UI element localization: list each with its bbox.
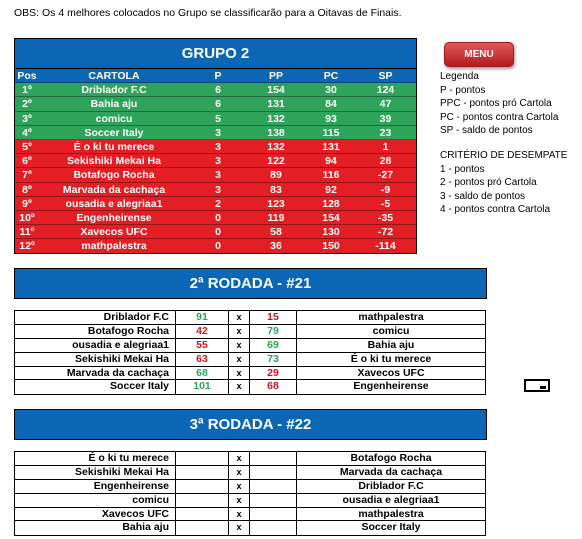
match-x: x <box>229 466 250 479</box>
standing-team: Marvada da cachaça <box>62 183 166 196</box>
standing-team: É o ki tu merece <box>73 140 155 153</box>
match-row <box>15 339 485 353</box>
match-x: x <box>229 452 250 465</box>
standing-pc: 130 <box>322 226 340 239</box>
match-hs <box>176 480 229 493</box>
criteria-title: CRITÉRIO DE DESEMPATE <box>440 149 568 161</box>
standing-pc: 93 <box>325 112 337 125</box>
round-2-title: 2ª RODADA - #21 <box>14 268 487 299</box>
match-row <box>15 452 485 466</box>
standing-sp: -72 <box>377 226 394 239</box>
standing-row <box>15 154 416 168</box>
standing-pp: 89 <box>270 169 282 182</box>
match-home: Xavecos UFC <box>15 508 176 521</box>
menu-button[interactable]: MENU <box>444 42 514 67</box>
standing-team: Bahia aju <box>90 98 138 111</box>
standing-p: 6 <box>215 84 221 97</box>
match-home: Marvada da cachaça <box>15 367 176 380</box>
match-hs <box>176 508 229 521</box>
standing-pc: 84 <box>325 98 337 111</box>
col-team: CARTOLA <box>88 70 140 82</box>
match-home: Sekishiki Mekai Ha <box>15 353 176 366</box>
standing-sp: -35 <box>377 211 394 224</box>
match-as: 68 <box>250 380 297 394</box>
match-x: x <box>229 311 250 324</box>
standing-pp: 123 <box>267 197 285 210</box>
standing-pc: 92 <box>325 183 337 196</box>
standing-team: Driblador F.C <box>81 84 147 97</box>
standing-p: 6 <box>215 98 221 111</box>
match-away: comicu <box>372 324 410 337</box>
standing-pc: 94 <box>325 155 337 168</box>
match-home: ousadia e alegriaa1 <box>15 339 176 352</box>
match-hs: 91 <box>176 311 229 324</box>
standing-sp: 23 <box>379 126 392 139</box>
match-as <box>250 494 297 507</box>
standing-p: 3 <box>215 126 221 139</box>
col-sp: SP <box>378 70 393 82</box>
standing-pp: 154 <box>267 84 285 97</box>
standing-pos: 8º <box>22 183 32 196</box>
match-x: x <box>229 521 250 535</box>
match-row <box>15 508 485 522</box>
match-as: 69 <box>250 339 297 352</box>
group-title: GRUPO 2 <box>15 39 416 69</box>
match-away: Xavecos UFC <box>357 366 425 379</box>
match-x: x <box>229 380 250 394</box>
legend <box>440 70 567 217</box>
criteria-item: 3 - saldo de pontos <box>440 190 526 202</box>
legend-title: Legenda <box>440 71 479 82</box>
match-row <box>15 311 485 325</box>
sheet-icon[interactable] <box>524 379 550 392</box>
match-away: Soccer Italy <box>361 521 421 534</box>
standing-p: 0 <box>215 226 221 239</box>
standing-pc: 116 <box>322 169 340 182</box>
legend-item: PC - pontos contra Cartola <box>440 111 559 123</box>
standing-pos: 9º <box>22 197 32 210</box>
standing-row <box>15 140 416 154</box>
match-hs: 42 <box>176 325 229 338</box>
standing-pp: 36 <box>270 240 282 253</box>
standing-p: 0 <box>215 211 221 224</box>
match-home: Driblador F.C <box>15 311 176 324</box>
standing-team: Sekishiki Mekai Ha <box>67 155 161 168</box>
standing-pos: 4º <box>22 126 32 139</box>
match-x: x <box>229 353 250 366</box>
match-away: Engenheirense <box>353 380 429 393</box>
standing-pp: 122 <box>267 155 285 168</box>
match-hs <box>176 466 229 479</box>
col-p: P <box>214 70 222 82</box>
match-hs: 63 <box>176 353 229 366</box>
standing-row <box>15 126 416 140</box>
match-hs: 68 <box>176 367 229 380</box>
match-away: Botafogo Rocha <box>350 452 432 464</box>
standing-row <box>15 112 416 126</box>
match-row <box>15 494 485 508</box>
col-pp: PP <box>268 70 283 82</box>
standing-pp: 83 <box>270 183 282 196</box>
standing-p: 3 <box>215 183 221 196</box>
match-home: Botafogo Rocha <box>15 325 176 338</box>
match-x: x <box>229 339 250 352</box>
match-as: 73 <box>250 353 297 366</box>
match-home: Bahia aju <box>15 521 176 535</box>
match-home: Sekishiki Mekai Ha <box>15 466 176 479</box>
standing-sp: 47 <box>379 98 392 111</box>
standing-team: ousadia e alegriaa1 <box>65 197 163 210</box>
match-as: 29 <box>250 367 297 380</box>
match-x: x <box>229 494 250 507</box>
col-pc: PC <box>323 70 339 82</box>
match-as <box>250 508 297 521</box>
standing-pp: 131 <box>267 98 285 111</box>
standing-pos: 7º <box>22 169 32 182</box>
match-home: Soccer Italy <box>15 380 176 394</box>
round-3-table <box>14 451 486 536</box>
match-row <box>15 353 485 367</box>
standing-team: Soccer Italy <box>84 126 144 139</box>
group-table <box>14 38 417 254</box>
standing-sp: 1 <box>382 140 389 153</box>
standing-pos: 2º <box>22 98 32 111</box>
match-away: Driblador F.C <box>358 479 424 492</box>
match-as: 15 <box>250 311 297 324</box>
match-away: É o ki tu merece <box>350 352 432 365</box>
match-row <box>15 466 485 480</box>
standing-team: mathpalestra <box>81 240 147 253</box>
standing-row <box>15 183 416 197</box>
standing-pos: 10º <box>19 211 35 224</box>
match-row <box>15 380 485 394</box>
standing-sp: 39 <box>379 112 392 125</box>
standing-row <box>15 83 416 97</box>
standing-pos: 11º <box>19 226 35 239</box>
standing-row <box>15 168 416 182</box>
standing-pos: 1º <box>22 84 32 97</box>
standing-team: Xavecos UFC <box>80 226 148 239</box>
standing-pos: 12º <box>19 240 35 253</box>
standing-pp: 132 <box>267 140 285 153</box>
legend-item: P - pontos <box>440 84 486 96</box>
match-x: x <box>229 508 250 521</box>
standing-pc: 115 <box>322 126 340 139</box>
obs-note: OBS: Os 4 melhores colocados no Grupo se classificarão para a Oitavas de Finais. <box>14 7 402 19</box>
match-home: comicu <box>15 494 176 507</box>
match-home: É o ki tu merece <box>15 452 176 465</box>
standing-row <box>15 211 416 225</box>
standing-row <box>15 197 416 211</box>
match-x: x <box>229 325 250 338</box>
match-row <box>15 325 485 339</box>
legend-item: PPC - pontos pró Cartola <box>440 98 552 110</box>
match-hs: 55 <box>176 339 229 352</box>
standing-p: 0 <box>215 240 221 253</box>
match-hs <box>176 521 229 535</box>
match-hs: 101 <box>176 380 229 394</box>
legend-item: SP - saldo de pontos <box>440 125 533 137</box>
match-hs <box>176 452 229 465</box>
match-away: Bahia aju <box>367 338 415 351</box>
standing-row <box>15 225 416 239</box>
match-hs <box>176 494 229 507</box>
round-2-table <box>14 310 486 395</box>
criteria-item: 1 - pontos <box>440 163 485 175</box>
standing-sp: -114 <box>375 240 396 253</box>
match-as: 79 <box>250 325 297 338</box>
standing-pos: 3º <box>22 112 32 125</box>
standing-p: 3 <box>215 140 221 153</box>
standing-team: comicu <box>95 112 133 125</box>
standing-p: 3 <box>215 155 221 168</box>
match-away: Marvada da cachaça <box>339 465 443 478</box>
match-as <box>250 521 297 535</box>
standing-p: 5 <box>215 112 221 125</box>
match-as <box>250 480 297 493</box>
standing-sp: 28 <box>379 155 392 168</box>
col-pos: Pos <box>17 70 37 82</box>
standing-sp: -9 <box>380 183 391 196</box>
match-x: x <box>229 480 250 493</box>
match-row <box>15 367 485 381</box>
match-away: ousadia e alegriaa1 <box>342 493 440 506</box>
standing-pc: 131 <box>322 140 340 153</box>
match-as <box>250 466 297 479</box>
standing-sp: -5 <box>380 197 391 210</box>
standing-pp: 58 <box>270 226 282 239</box>
standing-team: Engenheirense <box>76 211 152 224</box>
standing-pc: 154 <box>322 211 340 224</box>
match-away: mathpalestra <box>358 507 424 520</box>
round-3-title: 3ª RODADA - #22 <box>14 409 487 440</box>
standing-pp: 119 <box>267 211 285 224</box>
standing-pos: 6º <box>22 155 32 168</box>
standing-pos: 5º <box>22 140 32 153</box>
standing-pc: 30 <box>325 84 337 97</box>
standing-sp: -27 <box>377 169 394 182</box>
standing-team: Botafogo Rocha <box>73 169 155 182</box>
standing-pp: 138 <box>267 126 285 139</box>
standing-pc: 128 <box>322 197 340 210</box>
standing-p: 2 <box>215 197 221 210</box>
standing-sp: 124 <box>376 84 395 97</box>
match-row <box>15 521 485 535</box>
match-row <box>15 480 485 494</box>
criteria-item: 4 - pontos contra Cartola <box>440 204 551 216</box>
match-as <box>250 452 297 465</box>
standing-pp: 132 <box>267 112 285 125</box>
standing-pc: 150 <box>322 240 340 253</box>
standing-p: 3 <box>215 169 221 182</box>
group-header-row <box>15 69 416 83</box>
standing-row <box>15 239 416 253</box>
standing-row <box>15 97 416 111</box>
match-away: mathpalestra <box>358 311 424 323</box>
match-x: x <box>229 367 250 380</box>
match-home: Engenheirense <box>15 480 176 493</box>
criteria-item: 2 - pontos pró Cartola <box>440 177 537 189</box>
